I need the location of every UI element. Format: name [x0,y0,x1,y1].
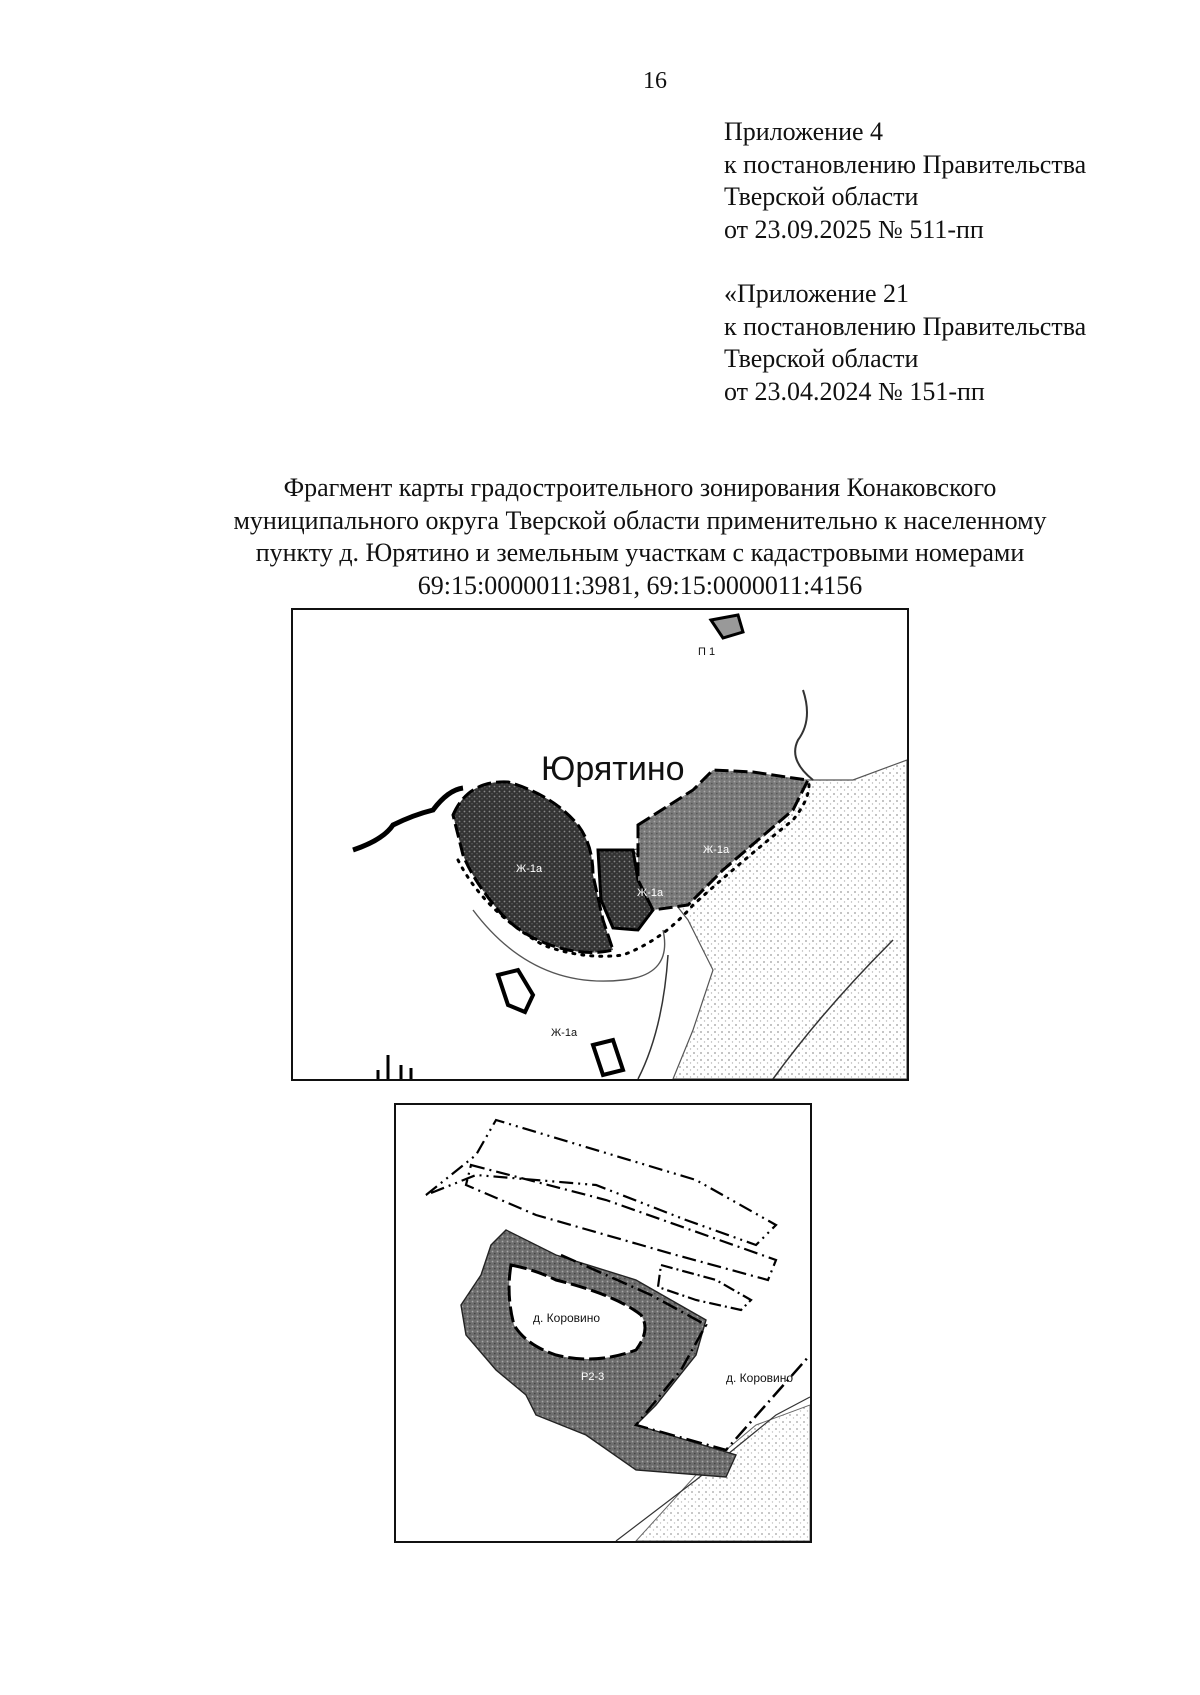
settlement-label-yuryatino: Юрятино [541,750,685,788]
zone-label-zh1a-west: Ж-1а [516,863,543,875]
zone-label-r23: Р2-3 [581,1371,605,1383]
settlement-label-korovino-inner: д. Коровино [533,1311,601,1325]
document-title [160,472,1120,602]
posts-southwest [378,1055,411,1079]
stream-northwest [353,788,463,850]
title-line-4: 69:15:0000011:3981, 69:15:0000011:4156 [417,570,863,600]
zone-label-zh1a-south: Ж-1а [551,1027,578,1039]
settlement-label-korovino-outer: д. Коровино [726,1371,794,1385]
title-line-1: Фрагмент карты градостроительного зонирования Конаковского [283,473,997,502]
appendix-21-line-1: «Приложение 21 [724,279,910,308]
appendix-4-line-1: Приложение 4 [724,117,884,146]
zoning-map-korovino-svg [396,1105,810,1541]
appendix-21-line-3: Тверской области [724,344,919,373]
parcel-south-west [498,970,533,1012]
appendix-4-line-2: к постановлению Правительства [724,149,1087,179]
zone-label-zh1a-center: Ж-1а [637,887,664,899]
appendix-4-line-3: Тверской области [724,182,919,211]
appendix-21-line-4: от 23.04.2024 № 151-пп [724,376,985,406]
zoning-map-korovino [394,1103,812,1543]
river-east-channel [795,690,813,780]
road-south [638,955,668,1079]
parcel-south [593,1040,623,1075]
zone-p1-area [711,615,743,638]
title-line-2: муниципального округа Тверской области применительно к населенному [233,505,1047,535]
appendix-21-header [724,278,1144,408]
zoning-map-yuryatino-svg [293,610,907,1079]
zone-label-p1: П 1 [698,646,716,658]
appendix-4-header [724,116,1144,246]
zone-label-zh1a-east: Ж-1а [703,844,730,856]
zoning-map-yuryatino [291,608,909,1081]
page-number: 16 [643,68,667,94]
appendix-21-line-2: к постановлению Правительства [724,311,1087,341]
appendix-4-line-4: от 23.09.2025 № 511-пп [724,214,984,244]
title-line-3: пункту д. Юрятино и земельным участкам с кадастровыми номерами [255,538,1025,567]
zone-boundary-strip-outer [426,1120,776,1245]
